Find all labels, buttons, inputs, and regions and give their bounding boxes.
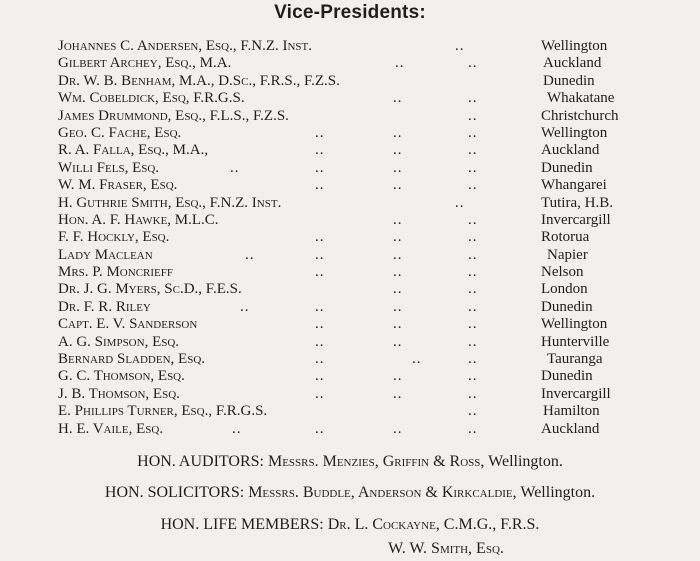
dot-leader: .. [393, 385, 403, 402]
list-item [0, 299, 700, 316]
dot-leader: .. [468, 264, 478, 281]
dot-leader: .. [468, 124, 478, 141]
vp-name: H. Guthrie Smith, Esq., F.N.Z. Inst. [58, 194, 282, 211]
vp-place: Auckland [541, 420, 600, 437]
vp-name: Lady Maclean [58, 246, 153, 263]
dot-leader: .. [393, 316, 403, 333]
dot-leader: .. [468, 159, 478, 176]
solicitors-names: Messrs. Buddle, Anderson & Kirkcaldie, [248, 484, 517, 501]
dot-leader: .. [315, 385, 325, 402]
vp-place: Whangarei [541, 177, 607, 194]
vp-place: Invercargill [541, 385, 611, 402]
vp-place: Hunterville [541, 333, 610, 350]
dot-leader: .. [315, 333, 325, 350]
dot-leader: .. [315, 177, 325, 194]
dot-leader: .. [315, 246, 325, 263]
list-item [0, 212, 700, 229]
list-item [0, 55, 700, 72]
vp-place: Wellington [541, 124, 608, 141]
vp-place: Rotorua [541, 229, 590, 246]
solicitors-label: HON. SOLICITORS: [104, 484, 245, 501]
vp-name: Dr. F. R. Riley [58, 298, 151, 315]
solicitors-line [0, 484, 700, 502]
dot-leader: .. [393, 211, 403, 228]
dot-leader: .. [315, 368, 325, 385]
vp-name: Hon. A. F. Hawke, M.L.C. [58, 211, 219, 228]
vp-place: London [541, 281, 588, 298]
list-item [0, 316, 700, 333]
dot-leader: .. [393, 246, 403, 263]
dot-leader: .. [315, 159, 325, 176]
list-item [0, 421, 700, 438]
dot-leader: .. [393, 420, 403, 437]
list-item [0, 160, 700, 177]
dot-leader: .. [455, 38, 465, 54]
dot-leader: .. [468, 142, 478, 159]
dot-leader: .. [393, 368, 403, 385]
dot-leader: .. [393, 281, 403, 298]
vp-name: W. M. Fraser, Esq. [58, 177, 178, 194]
dot-leader: .. [245, 246, 255, 263]
life-member-1: Dr. L. Cockayne, C.M.G., F.R.S. [327, 516, 540, 533]
dot-leader: .. [393, 90, 403, 107]
dot-leader: .. [315, 229, 325, 246]
dot-leader: .. [468, 211, 478, 228]
vp-place: Whakatane [547, 90, 615, 107]
list-item [0, 195, 700, 212]
dot-leader: .. [315, 124, 325, 141]
dot-leader: .. [230, 159, 240, 176]
vp-place: Wellington [541, 316, 608, 333]
vp-name: Gilbert Archey, Esq., M.A. [58, 55, 232, 72]
list-item [0, 386, 700, 403]
dot-leader: .. [412, 351, 422, 368]
list-item [0, 229, 700, 246]
list-item [0, 281, 700, 298]
dot-leader: .. [468, 385, 478, 402]
dot-leader: .. [468, 55, 478, 72]
list-item [0, 264, 700, 281]
vp-name: F. F. Hockly, Esq. [58, 229, 170, 246]
list-item [0, 38, 700, 55]
vp-place: Dunedin [543, 72, 595, 89]
vp-name: Dr. J. G. Myers, Sc.D., F.E.S. [58, 281, 242, 298]
dot-leader: .. [455, 194, 465, 211]
dot-leader: .. [315, 298, 325, 315]
dot-leader: .. [468, 229, 478, 246]
vp-name: Bernard Sladden, Esq. [58, 351, 206, 368]
dot-leader: .. [468, 333, 478, 350]
vp-place: Auckland [543, 55, 602, 72]
dot-leader: .. [393, 124, 403, 141]
dot-leader: .. [468, 177, 478, 194]
dot-leader: .. [393, 159, 403, 176]
life-members-line [0, 516, 700, 534]
vp-place: Napier [547, 246, 588, 263]
vp-place: Dunedin [541, 159, 593, 176]
vp-name: H. E. Vaile, Esq. [58, 420, 164, 437]
vp-name: Mrs. P. Moncrieff [58, 264, 173, 281]
vp-name: J. B. Thomson, Esq. [58, 385, 180, 402]
dot-leader: .. [315, 316, 325, 333]
dot-leader: .. [393, 142, 403, 159]
list-item [0, 334, 700, 351]
vp-place: Tutira, H.B. [541, 194, 613, 211]
vp-place: Auckland [541, 142, 600, 159]
dot-leader: .. [315, 420, 325, 437]
list-item [0, 108, 700, 125]
list-item [0, 142, 700, 159]
section-heading: Vice-Presidents: [274, 2, 426, 23]
dot-leader: .. [468, 316, 478, 333]
vp-name: Dr. W. B. Benham, M.A., D.Sc., F.R.S., F.Z.S. [58, 72, 340, 89]
dot-leader: .. [240, 298, 250, 315]
dot-leader: .. [468, 246, 478, 263]
vp-place: Invercargill [541, 211, 611, 228]
auditors-names: Messrs. Menzies, Griffin & Ross, [267, 453, 485, 470]
dot-leader: .. [468, 368, 478, 385]
auditors-place: Wellington. [488, 453, 563, 470]
vp-place: Dunedin [541, 298, 593, 315]
vp-name: James Drummond, Esq., F.L.S., F.Z.S. [58, 107, 289, 124]
list-item [0, 351, 700, 368]
list-item [0, 90, 700, 107]
list-item [0, 73, 700, 90]
dot-leader: .. [468, 351, 478, 368]
dot-leader: .. [315, 264, 325, 281]
vp-place: Tauranga [547, 351, 603, 368]
vp-place: Nelson [541, 264, 584, 281]
vp-place: Hamilton [543, 403, 600, 420]
vp-name: Wm. Cobeldick, Esq, F.R.G.S. [58, 90, 245, 107]
dot-leader: .. [315, 142, 325, 159]
life-members-line-2 [96, 540, 700, 558]
life-members-label: HON. LIFE MEMBERS: [160, 516, 324, 533]
vp-name: Willi Fels, Esq. [58, 159, 160, 176]
list-item [0, 125, 700, 142]
auditors-label: HON. AUDITORS: [137, 453, 264, 470]
dot-leader: .. [468, 90, 478, 107]
vice-presidents-list [0, 38, 700, 438]
dot-leader: .. [232, 420, 242, 437]
list-item [0, 403, 700, 420]
vp-name: Geo. C. Fache, Esq. [58, 124, 182, 141]
list-item [0, 177, 700, 194]
vp-name: G. C. Thomson, Esq. [58, 368, 185, 385]
dot-leader: .. [393, 333, 403, 350]
vp-name: R. A. Falla, Esq., M.A., [58, 142, 209, 159]
vp-name: A. G. Simpson, Esq. [58, 333, 180, 350]
dot-leader: .. [315, 351, 325, 368]
dot-leader: .. [468, 107, 478, 124]
dot-leader: .. [393, 298, 403, 315]
life-member-2: W. W. Smith, Esq. [388, 540, 504, 557]
dot-leader: .. [393, 229, 403, 246]
auditors-line [0, 453, 700, 471]
vp-name: Capt. E. V. Sanderson [58, 316, 198, 333]
dot-leader: .. [468, 403, 478, 420]
dot-leader: .. [395, 55, 405, 72]
dot-leader: .. [393, 264, 403, 281]
solicitors-place: Wellington. [520, 484, 596, 501]
list-item [0, 368, 700, 385]
vp-name: Johannes C. Andersen, Esq., F.N.Z. Inst. [58, 38, 313, 54]
vp-place: Christchurch [541, 107, 619, 124]
vp-place: Wellington [541, 38, 608, 54]
dot-leader: .. [468, 281, 478, 298]
vp-place: Dunedin [541, 368, 593, 385]
dot-leader: .. [393, 177, 403, 194]
vp-name: E. Phillips Turner, Esq., F.R.G.S. [58, 403, 268, 420]
list-item [0, 247, 700, 264]
dot-leader: .. [468, 298, 478, 315]
dot-leader: .. [468, 420, 478, 437]
